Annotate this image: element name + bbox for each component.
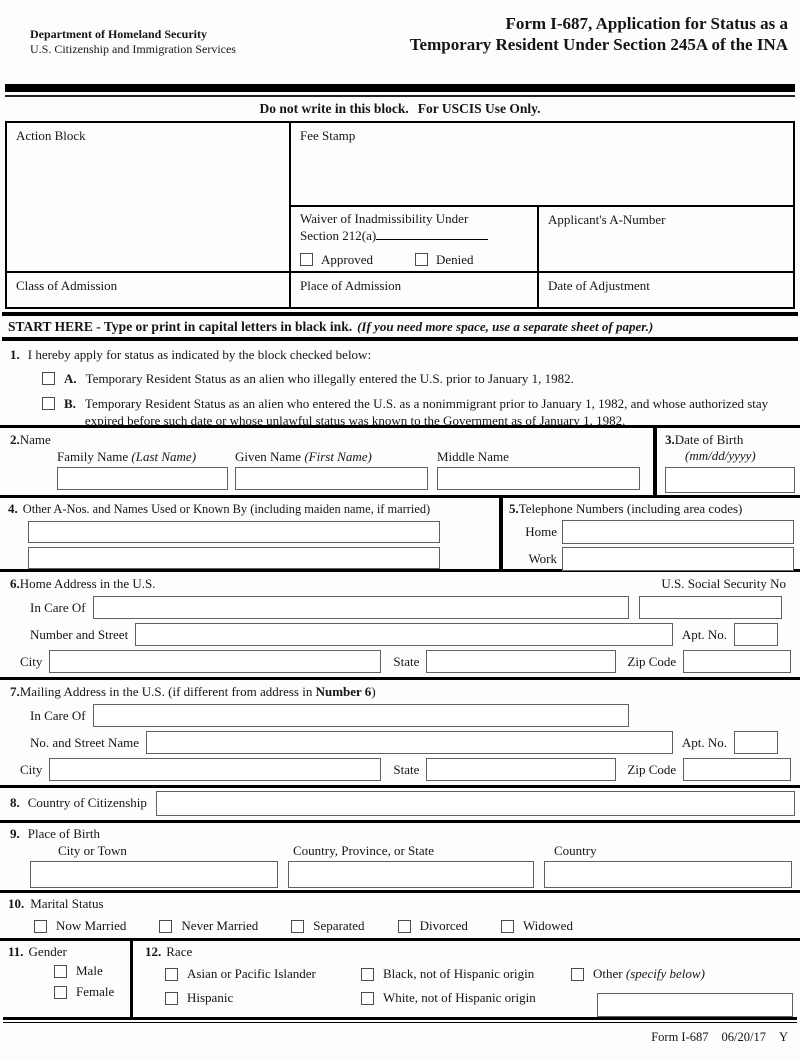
q7-city-label: City: [20, 761, 43, 777]
item-9-label: Place of Birth: [27, 826, 100, 841]
q7-state-label: State: [393, 761, 420, 777]
item-6-label: Home Address in the U.S.: [19, 576, 156, 591]
start-here-text: START HERE - Type or print in capital letters in black ink.: [8, 319, 353, 334]
now-married-label: Now Married: [56, 918, 127, 933]
approved-checkbox[interactable]: [300, 253, 313, 266]
work-phone-input[interactable]: [562, 547, 794, 571]
date-of-adjustment-cell: [537, 271, 793, 307]
q6-apt-label: Apt. No.: [681, 626, 727, 642]
male-label: Male: [76, 963, 103, 978]
female-label: Female: [76, 984, 115, 999]
start-here-hint: (If you need more space, use a separate sheet of paper.): [357, 319, 654, 334]
never-married-label: Never Married: [181, 918, 259, 933]
birth-province-input[interactable]: [288, 861, 534, 888]
waiver-label-line1: Waiver of Inadmissibility Under: [300, 211, 469, 226]
given-name-input[interactable]: [235, 467, 428, 490]
q7-city-input[interactable]: [49, 758, 381, 781]
q6-in-care-of-label: In Care Of: [30, 599, 86, 615]
other-race-checkbox[interactable]: [571, 968, 584, 981]
q6-apt-input[interactable]: [734, 623, 778, 646]
work-phone-label: Work: [528, 551, 557, 566]
item-8-citizenship: [0, 788, 800, 823]
q7-apt-input[interactable]: [734, 731, 778, 754]
item-7-label: Mailing Address in the U.S. (if different from address in Number 6): [19, 684, 376, 699]
footer-page-marker: Y: [778, 1030, 788, 1044]
item-8-number: 8.: [10, 795, 20, 810]
q7-in-care-of-input[interactable]: [93, 704, 629, 727]
item-12-number: 12.: [145, 944, 162, 959]
other-race-hint: (specify below): [625, 966, 705, 981]
q7-in-care-of-label: In Care Of: [30, 707, 86, 723]
ssn-input[interactable]: [639, 596, 782, 619]
hispanic-checkbox[interactable]: [165, 992, 178, 1005]
footer-edition-date: 06/20/17: [721, 1030, 766, 1044]
ssn-label: U.S. Social Security No: [661, 576, 786, 591]
q7-zip-input[interactable]: [683, 758, 791, 781]
item-7-label-bold: Number 6: [315, 684, 372, 699]
uscis-use-table: [5, 121, 795, 309]
q7-street-label: No. and Street Name: [30, 734, 140, 750]
white-label: White, not of Hispanic origin: [383, 990, 536, 1005]
q7-street-input[interactable]: [146, 731, 673, 754]
asian-pacific-checkbox[interactable]: [165, 968, 178, 981]
start-here-block: [0, 312, 800, 341]
item-3-date-of-birth: [653, 428, 800, 495]
item-6-number: 6.: [10, 576, 20, 591]
item-12-race: [133, 941, 800, 1017]
item-9-place-of-birth: [0, 823, 800, 893]
widowed-checkbox[interactable]: [501, 920, 514, 933]
a-number-label: Applicant's A-Number: [548, 212, 666, 227]
item-5-label: Telephone Numbers (including area codes): [518, 501, 743, 516]
item-2-3-row: [0, 428, 800, 498]
fee-stamp-cell: [289, 123, 793, 205]
waiver-section-writein-line[interactable]: [376, 229, 488, 240]
black-checkbox[interactable]: [361, 968, 374, 981]
item-4-label: Other A-Nos. and Names Used or Known By (including maiden name, if married): [22, 502, 431, 516]
q6-street-label: Number and Street: [30, 626, 129, 642]
white-checkbox[interactable]: [361, 992, 374, 1005]
item-2-number: 2.: [10, 432, 20, 447]
option-b-text: Temporary Resident Status as an alien who entered the U.S. as a nonimmigrant prior to January 1, 1982, and whose authorized stay expired before such date or whose unlawful status was known to the Government as of January 1, 1982.: [84, 395, 769, 428]
class-of-admission-cell: [7, 271, 289, 307]
q7-state-input[interactable]: [426, 758, 616, 781]
item-1-apply-status: [0, 341, 800, 428]
item-7-number: 7.: [10, 684, 20, 699]
birth-city-input[interactable]: [30, 861, 278, 888]
item-11-number: 11.: [8, 944, 24, 959]
q7-zip-label: Zip Code: [627, 761, 677, 777]
q6-state-input[interactable]: [426, 650, 616, 673]
item-11-12-row: [0, 941, 800, 1017]
item-3-label: Date of Birth: [674, 432, 744, 447]
q6-state-label: State: [393, 653, 420, 669]
given-name-label: Given Name (First Name): [235, 449, 372, 464]
form-title: [410, 11, 790, 56]
waiver-cell: [289, 205, 537, 271]
banner-part1: Do not write in this block.: [259, 101, 409, 116]
middle-name-input[interactable]: [437, 467, 640, 490]
q6-city-input[interactable]: [49, 650, 381, 673]
option-a-letter: A.: [64, 371, 77, 386]
banner-part2: For USCIS Use Only.: [417, 101, 541, 116]
male-checkbox[interactable]: [54, 965, 67, 978]
middle-name-label: Middle Name: [437, 449, 509, 464]
form-title-line1: Form I-687, Application for Status as a: [505, 14, 788, 33]
family-name-input[interactable]: [57, 467, 228, 490]
option-b-letter: B.: [64, 395, 76, 411]
agency-name: Department of Homeland Security: [30, 27, 207, 41]
birth-country-input[interactable]: [544, 861, 792, 888]
divorced-label: Divorced: [419, 918, 468, 933]
other-anos-input-2[interactable]: [28, 547, 440, 569]
item-12-label: Race: [166, 944, 193, 959]
family-name-hint: (Last Name): [131, 449, 197, 464]
fee-stamp-label: Fee Stamp: [300, 128, 356, 143]
action-block-label: Action Block: [16, 128, 86, 143]
home-phone-label: Home: [525, 524, 557, 539]
q6-zip-input[interactable]: [683, 650, 791, 673]
item-10-marital-status: [0, 893, 800, 941]
option-a-text: Temporary Resident Status as an alien who illegally entered the U.S. prior to January 1, 1982.: [85, 371, 574, 386]
citizenship-input[interactable]: [156, 791, 795, 816]
date-format-hint: (mm/dd/yyyy): [685, 448, 756, 463]
footer-form-number: Form I-687: [651, 1030, 709, 1044]
family-name-label: Family Name (Last Name): [57, 449, 197, 464]
option-a-row: [42, 371, 792, 388]
now-married-checkbox[interactable]: [34, 920, 47, 933]
q6-street-input[interactable]: [135, 623, 673, 646]
q6-in-care-of-input[interactable]: [93, 596, 629, 619]
class-of-admission-label: Class of Admission: [16, 278, 118, 293]
item-5-number: 5.: [509, 501, 519, 516]
q6-zip-label: Zip Code: [627, 653, 677, 669]
item-10-label: Marital Status: [30, 896, 104, 911]
approved-label: Approved: [321, 251, 373, 267]
bottom-rule-thick: [3, 1017, 797, 1020]
form-title-line2: Temporary Resident Under Section 245A of the INA: [409, 35, 788, 55]
option-b-checkbox[interactable]: [42, 397, 55, 410]
home-phone-input[interactable]: [562, 520, 794, 544]
form-header: [0, 0, 800, 84]
given-name-hint: (First Name): [304, 449, 372, 464]
separated-label: Separated: [313, 918, 365, 933]
agency-subname: U.S. Citizenship and Immigration Services: [30, 42, 236, 56]
item-4-5-row: [0, 498, 800, 572]
q6-city-label: City: [20, 653, 43, 669]
never-married-checkbox[interactable]: [159, 920, 172, 933]
place-of-admission-cell: [289, 271, 537, 307]
option-b-row: [42, 396, 792, 430]
item-2-name: [0, 428, 653, 495]
other-anos-input-1[interactable]: [28, 521, 440, 543]
header-rule-thick: [5, 84, 795, 92]
item-8-label: Country of Citizenship: [27, 795, 147, 810]
item-9-number: 9.: [10, 826, 20, 841]
item-5-telephone: [503, 498, 800, 569]
other-race-label: Other (specify below): [593, 966, 705, 981]
form-footer: [0, 1023, 800, 1045]
birth-province-label: Country, Province, or State: [292, 843, 435, 858]
waiver-label-line2: Section 212(a): [300, 227, 377, 243]
denied-checkbox[interactable]: [415, 253, 428, 266]
widowed-label: Widowed: [522, 918, 573, 933]
denied-label: Denied: [436, 251, 474, 267]
item-1-label: I hereby apply for status as indicated by the block checked below:: [27, 347, 372, 362]
item-11-gender: [0, 941, 133, 1017]
item-11-label: Gender: [28, 944, 67, 959]
item-1-number: 1.: [10, 347, 20, 362]
female-checkbox[interactable]: [54, 986, 67, 999]
race-other-input[interactable]: [597, 993, 793, 1017]
date-of-birth-input[interactable]: [665, 467, 795, 493]
option-a-checkbox[interactable]: [42, 372, 55, 385]
asian-pacific-label: Asian or Pacific Islander: [187, 966, 316, 981]
date-of-adjustment-label: Date of Adjustment: [548, 278, 650, 293]
divorced-checkbox[interactable]: [398, 920, 411, 933]
black-label: Black, not of Hispanic origin: [383, 966, 535, 981]
item-4-other-anumbers: [0, 498, 503, 569]
birth-city-label: City or Town: [58, 843, 127, 858]
item-4-number: 4.: [8, 501, 18, 516]
item-3-number: 3.: [665, 432, 675, 447]
action-block-cell: [7, 123, 289, 271]
item-10-number: 10.: [8, 896, 25, 911]
place-of-admission-label: Place of Admission: [300, 278, 402, 293]
birth-country-label: Country: [554, 843, 597, 858]
hispanic-label: Hispanic: [187, 990, 234, 1005]
a-number-cell: [537, 205, 793, 271]
item-2-label: Name: [19, 432, 51, 447]
q7-apt-label: Apt. No.: [681, 734, 727, 750]
agency-block: [30, 11, 236, 57]
separated-checkbox[interactable]: [291, 920, 304, 933]
uscis-only-banner: [0, 97, 800, 120]
item-7-mailing-address: [0, 680, 800, 788]
item-6-home-address: [0, 572, 800, 680]
